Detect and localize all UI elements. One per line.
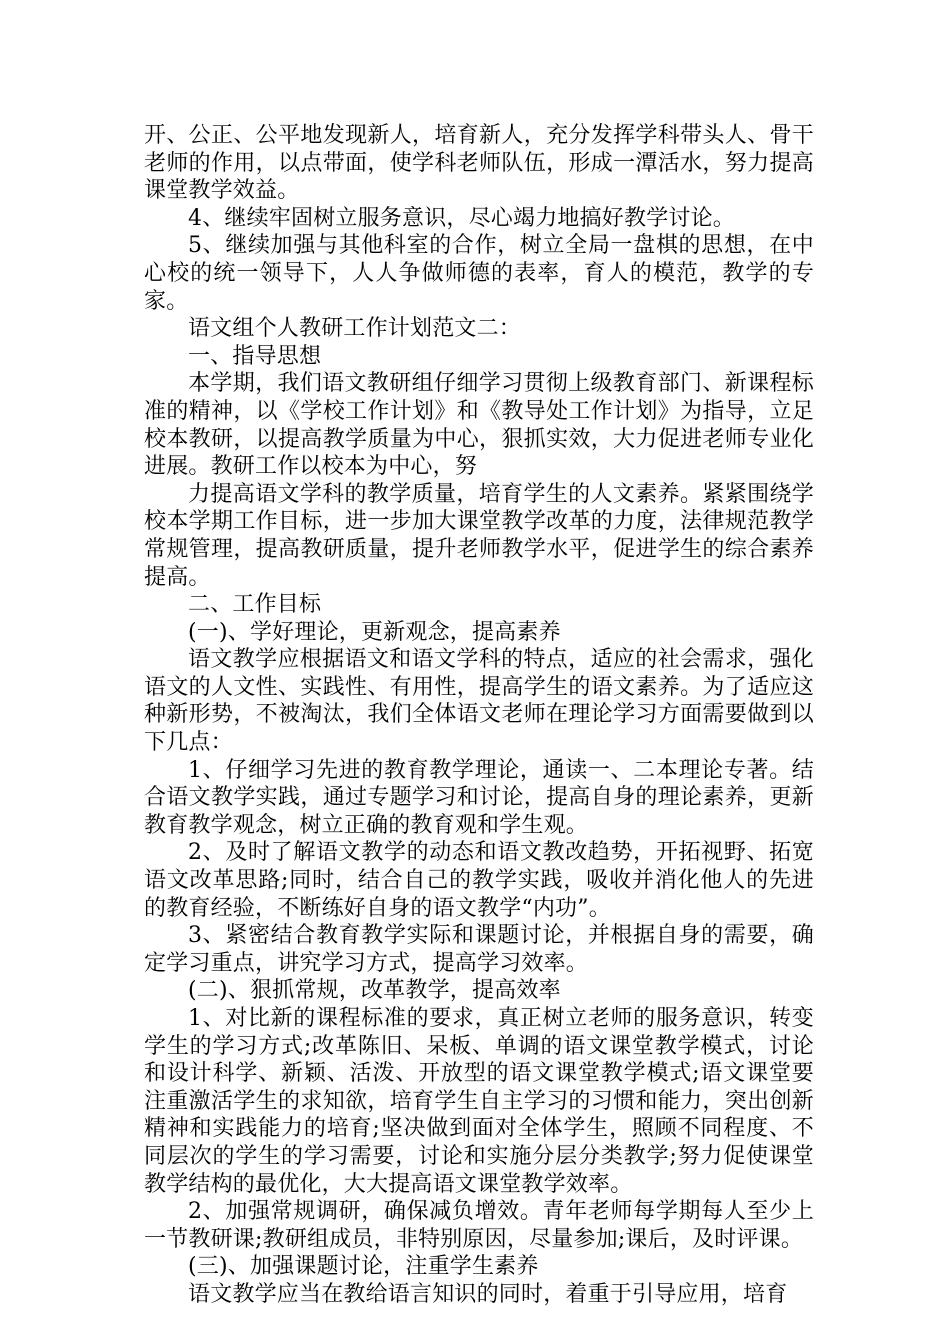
paragraph-item-4: 4、继续牢固树立服务意识，尽心竭力地搞好教学讨论。	[188, 205, 735, 231]
subheading-routine: (二)、狠抓常规，改革教学，提高效率	[188, 978, 561, 1004]
paragraph-research-intro: 语文教学应当在教给语言知识的同时，着重于引导应用，培育	[188, 1281, 788, 1307]
paragraph-routine-item-1: 1、对比新的课程标准的要求，真正树立老师的服务意识，转变学生的学习方式;改革陈旧、呆板、单调的语文课堂教学模式，讨论和设计科学、新颖、活泼、开放型的语文课堂教学模式;语文课堂要注重激活学生的求知欲，培育学生自主学习的习惯和能力，突出创新精神和实践能力的培育;坚决做到面对全体学生，照顾不同程度、不同层次的学生的学习需要，讨论和实施分层分类教学;努力促使课堂教学结构的最优化，大大提高语文课堂教学效率。	[144, 1006, 814, 1197]
paragraph-item-5: 5、继续加强与其他科室的合作，树立全局一盘棋的思想，在中心校的统一领导下，人人争做师德的表率，育人的模范，教学的专家。	[144, 233, 814, 314]
paragraph-guiding-thought: 本学期，我们语文教研组仔细学习贯彻上级教育部门、新课程标准的精神，以《学校工作计划》和《教导处工作计划》为指导，立足校本教研，以提高教学质量为中心，狠抓实效，大力促进老师专业化进展。教研工作以校本为中心，努	[144, 371, 814, 480]
paragraph-theory-item-2: 2、及时了解语文教学的动态和语文教改趋势，开拓视野、拓宽语文改革思路;同时，结合自己的教学实践，吸收并消化他人的先进的教育经验，不断练好自身的语文教学“内功”。	[144, 840, 814, 921]
paragraph-theory-item-3: 3、紧密结合教育教学实际和课题讨论，并根据自身的需要，确定学习重点，讲究学习方式，提高学习效率。	[144, 923, 814, 976]
heading-work-goals: 二、工作目标	[188, 592, 322, 618]
subheading-research: (三)、加强课题讨论，注重学生素养	[188, 1254, 539, 1280]
subheading-theory: (一)、学好理论，更新观念，提高素养	[188, 619, 561, 645]
paragraph-theory-intro: 语文教学应根据语文和语文学科的特点，适应的社会需求，强化语文的人文性、实践性、有用性，提高学生的语文素养。为了适应这种新形势，不被淘汰，我们全体语文老师在理论学习方面需要做到以下几点：	[144, 647, 814, 756]
paragraph-guiding-thought-cont: 力提高语文学科的教学质量，培育学生的人文素养。紧紧围绕学校本学期工作目标，进一步加大课堂教学改革的力度，法律规范教学常规管理，提高教研质量，提升老师教学水平，促进学生的综合素养提高。	[144, 481, 814, 590]
document-body	[144, 122, 814, 1309]
paragraph-theory-item-1: 1、仔细学习先进的教育教学理论，通读一、二本理论专著。结合语文教学实践，通过专题学习和讨论，提高自身的理论素养，更新教育教学观念，树立正确的教育观和学生观。	[144, 757, 814, 838]
paragraph-continuation: 开、公正、公平地发现新人，培育新人，充分发挥学科带头人、骨干老师的作用，以点带面，使学科老师队伍，形成一潭活水，努力提高课堂教学效益。	[144, 123, 814, 204]
paragraph-routine-item-2: 2、加强常规调研，确保减负增效。青年老师每学期每人至少上一节教研课;教研组成员，非特别原因，尽量参加;课后，及时评课。	[144, 1199, 814, 1252]
heading-guiding-thought: 一、指导思想	[188, 343, 322, 369]
section-title-sample-two: 语文组个人教研工作计划范文二：	[188, 316, 522, 342]
